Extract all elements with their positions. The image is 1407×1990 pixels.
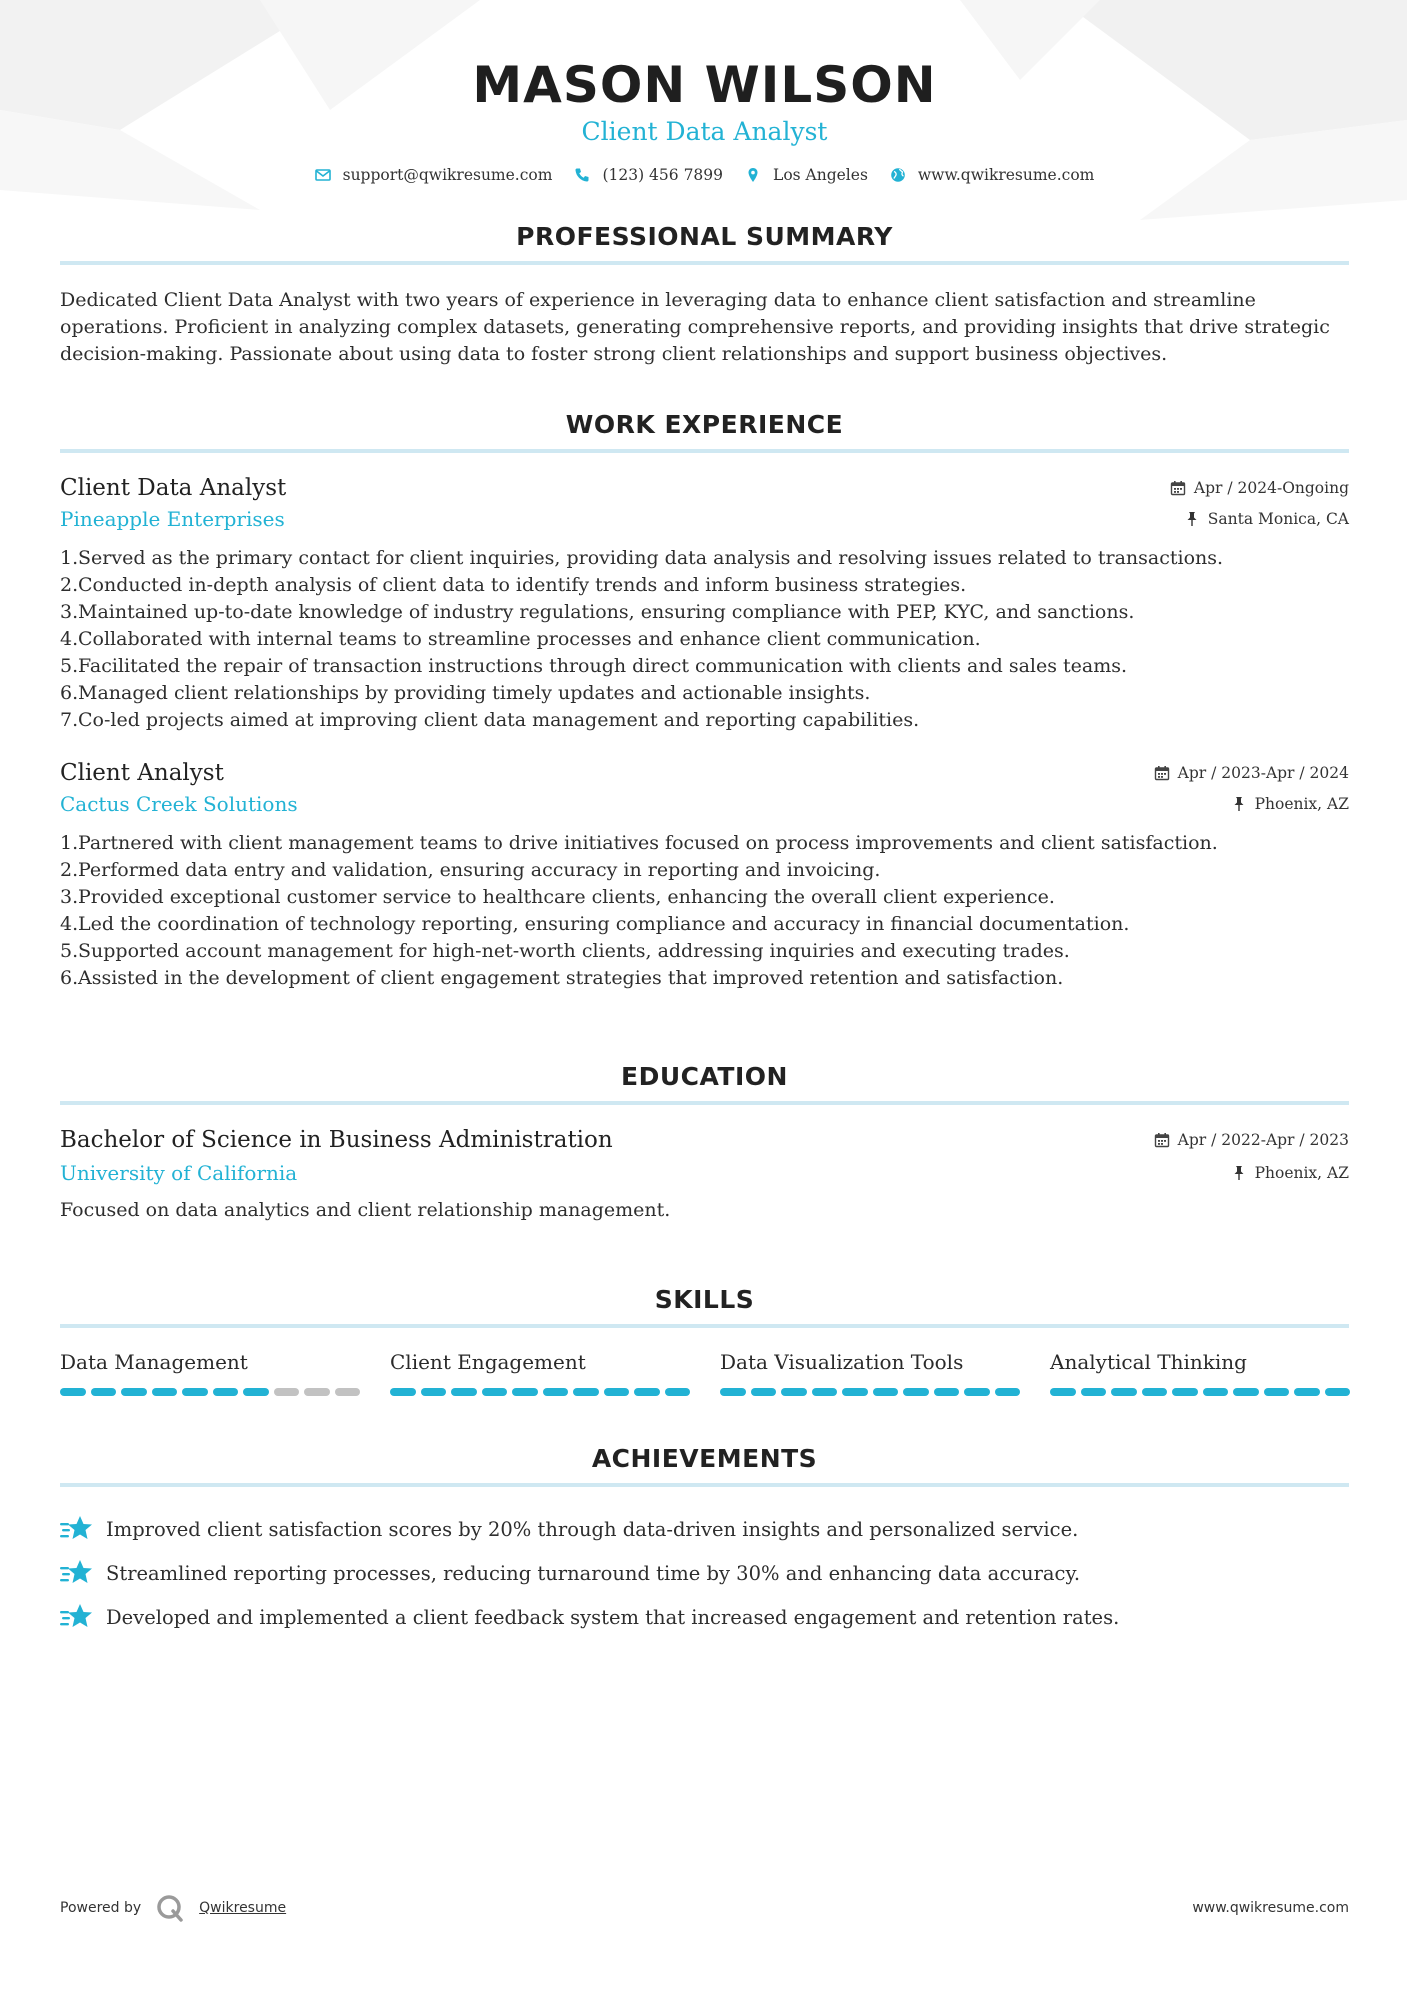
pushpin-icon	[1231, 796, 1247, 812]
skill-level-segment	[390, 1388, 416, 1396]
contact-website-text: www.qwikresume.com	[917, 166, 1095, 184]
skill-level-segment	[152, 1388, 178, 1396]
skill-level-segment	[512, 1388, 538, 1396]
skill-level-segment	[573, 1388, 599, 1396]
achievements-list	[60, 1507, 1349, 1639]
contact-email-text: support@qwikresume.com	[342, 166, 553, 184]
list-item: 3. Maintained up-to-date knowledge of industry regulations, ensuring compliance with PEP, KYC, and sanctions.	[60, 601, 1135, 623]
skill-level-segment	[1050, 1388, 1076, 1396]
shooting-star-icon	[60, 1558, 94, 1588]
candidate-name: MASON WILSON	[472, 56, 937, 114]
list-item: 3. Provided exceptional customer service to healthcare clients, enhancing the overall client experience.	[60, 886, 1055, 908]
skill-level-segment	[243, 1388, 269, 1396]
powered-by-label: Powered by	[60, 1900, 142, 1916]
skills-section	[60, 1285, 1349, 1396]
skill-level-bar	[1050, 1388, 1350, 1396]
skill-name: Data Visualization Tools	[720, 1350, 964, 1374]
skill-level-segment	[964, 1388, 990, 1396]
skill-level-segment	[604, 1388, 630, 1396]
skill-level-segment	[274, 1388, 300, 1396]
skills-heading: SKILLS	[654, 1285, 755, 1314]
skill-level-segment	[482, 1388, 508, 1396]
list-item: 1. Partnered with client management teams to drive initiatives focused on process improvements and client satisfaction.	[60, 832, 1218, 854]
contact-website[interactable]	[890, 166, 1094, 184]
list-item: 2. Performed data entry and validation, ensuring accuracy in reporting and invoicing.	[60, 859, 881, 881]
pushpin-icon	[1231, 1165, 1247, 1181]
list-item: 2. Conducted in-depth analysis of client data to identify trends and inform business strategies.	[60, 574, 967, 596]
skill-level-segment	[1172, 1388, 1198, 1396]
skill-name: Client Engagement	[390, 1350, 586, 1374]
section-divider	[60, 449, 1349, 453]
powered-by	[60, 1893, 286, 1923]
skill-level-segment	[543, 1388, 569, 1396]
education-dates: Apr / 2022-Apr / 2023	[1154, 1131, 1349, 1149]
job-location: Phoenix, AZ	[1231, 795, 1349, 813]
skill-name: Data Management	[60, 1350, 248, 1374]
skill-level-segment	[751, 1388, 777, 1396]
contact-email[interactable]	[315, 166, 553, 184]
skill-level-segment	[812, 1388, 838, 1396]
skill-level-segment	[421, 1388, 447, 1396]
skill-level-segment	[121, 1388, 147, 1396]
job-title: Client Data Analyst	[60, 475, 287, 501]
calendar-icon	[1170, 480, 1186, 496]
achievement-text: Improved client satisfaction scores by 20% through data-driven insights and personalized service.	[106, 1517, 1079, 1541]
skill-level-segment	[335, 1388, 361, 1396]
skill-item	[720, 1350, 1020, 1396]
envelope-icon	[315, 167, 331, 183]
skill-level-bar	[390, 1388, 690, 1396]
section-divider	[60, 261, 1349, 265]
skill-level-segment	[1142, 1388, 1168, 1396]
skills-row	[60, 1350, 1349, 1396]
education-heading: EDUCATION	[621, 1062, 788, 1091]
footer-website[interactable]: www.qwikresume.com	[1192, 1900, 1349, 1916]
list-item: 4. Collaborated with internal teams to streamline processes and enhance client communication.	[60, 628, 981, 650]
education-section	[60, 1062, 1349, 1221]
achievement-text: Developed and implemented a client feedback system that increased engagement and retention rates.	[106, 1605, 1120, 1629]
skill-level-segment	[60, 1388, 86, 1396]
resume-page	[60, 0, 1349, 1639]
job-location: Santa Monica, CA	[1184, 510, 1349, 528]
candidate-title: Client Data Analyst	[581, 117, 828, 146]
resume-header	[60, 0, 1349, 184]
experience-section	[60, 410, 1349, 992]
skill-level-segment	[842, 1388, 868, 1396]
job-bullets	[60, 545, 1349, 734]
skill-level-segment	[720, 1388, 746, 1396]
skill-level-segment	[1203, 1388, 1229, 1396]
skill-level-segment	[1081, 1388, 1107, 1396]
skill-level-segment	[665, 1388, 691, 1396]
summary-section	[60, 222, 1349, 368]
degree-title: Bachelor of Science in Business Administration	[60, 1127, 613, 1153]
skill-level-segment	[995, 1388, 1021, 1396]
list-item: 4. Led the coordination of technology reporting, ensuring compliance and accuracy in financial documentation.	[60, 913, 1130, 935]
contact-location-text: Los Angeles	[773, 166, 868, 184]
skill-level-segment	[934, 1388, 960, 1396]
job-entry	[60, 475, 1349, 734]
page-footer	[60, 1893, 1349, 1923]
contact-bar	[60, 166, 1349, 184]
qwikresume-link[interactable]: Qwikresume	[199, 1900, 287, 1916]
shooting-star-icon	[60, 1602, 94, 1632]
section-divider	[60, 1483, 1349, 1487]
skill-level-bar	[60, 1388, 360, 1396]
job-bullets	[60, 830, 1349, 992]
calendar-icon	[1154, 1132, 1170, 1148]
pushpin-icon	[1184, 511, 1200, 527]
list-item: 5. Supported account management for high-net-worth clients, addressing inquiries and executing trades.	[60, 940, 1070, 962]
achievement-item	[60, 1551, 1349, 1595]
skill-level-segment	[1325, 1388, 1351, 1396]
skill-level-segment	[1264, 1388, 1290, 1396]
skill-level-segment	[213, 1388, 239, 1396]
skill-level-segment	[1111, 1388, 1137, 1396]
skill-level-segment	[451, 1388, 477, 1396]
experience-heading: WORK EXPERIENCE	[565, 410, 844, 439]
contact-phone-text: (123) 456 7899	[602, 166, 724, 184]
skill-item	[1050, 1350, 1350, 1396]
list-item: 6. Managed client relationships by providing timely updates and actionable insights.	[60, 682, 871, 704]
school-name: University of California	[60, 1161, 298, 1185]
skill-level-segment	[1294, 1388, 1320, 1396]
achievement-text: Streamlined reporting processes, reducing turnaround time by 30% and enhancing data accuracy.	[106, 1561, 1081, 1585]
achievements-section	[60, 1444, 1349, 1639]
summary-heading: PROFESSIONAL SUMMARY	[516, 222, 893, 251]
skill-level-segment	[1233, 1388, 1259, 1396]
skill-level-segment	[903, 1388, 929, 1396]
list-item: 5. Facilitated the repair of transaction instructions through direct communication with clients and sales teams.	[60, 655, 1128, 677]
skill-item	[390, 1350, 690, 1396]
list-item: 6. Assisted in the development of client engagement strategies that improved retention and satisfaction.	[60, 967, 1064, 989]
section-divider	[60, 1324, 1349, 1328]
company-name: Cactus Creek Solutions	[60, 792, 298, 816]
phone-icon	[574, 167, 590, 183]
list-item: 7. Co-led projects aimed at improving client data management and reporting capabilities.	[60, 709, 920, 731]
job-title: Client Analyst	[60, 760, 224, 786]
achievement-item	[60, 1507, 1349, 1551]
skill-level-segment	[781, 1388, 807, 1396]
skill-level-segment	[634, 1388, 660, 1396]
education-description: Focused on data analytics and client relationship management.	[60, 1199, 671, 1221]
shooting-star-icon	[60, 1514, 94, 1544]
section-divider	[60, 1101, 1349, 1105]
globe-icon	[890, 167, 906, 183]
skill-item	[60, 1350, 360, 1396]
skill-level-segment	[91, 1388, 117, 1396]
achievements-heading: ACHIEVEMENTS	[591, 1444, 818, 1473]
company-name: Pineapple Enterprises	[60, 507, 285, 531]
skill-level-segment	[182, 1388, 208, 1396]
calendar-icon	[1154, 765, 1170, 781]
skill-level-segment	[873, 1388, 899, 1396]
skill-level-bar	[720, 1388, 1020, 1396]
job-dates: Apr / 2024-Ongoing	[1170, 479, 1349, 497]
job-dates: Apr / 2023-Apr / 2024	[1154, 764, 1349, 782]
achievement-item	[60, 1595, 1349, 1639]
education-location: Phoenix, AZ	[1231, 1164, 1349, 1182]
qwikresume-logo-icon	[155, 1893, 185, 1923]
map-pin-icon	[745, 167, 761, 183]
contact-location	[745, 166, 868, 184]
summary-text: Dedicated Client Data Analyst with two years of experience in leveraging data to enhance client satisfaction and streamline operations. Proficient in analyzing complex datasets, generating comprehensive reports, and providing insights that drive strategic decision-making. Passionate about using data to foster strong client relationships and support business objectives.	[60, 289, 1330, 365]
list-item: 1. Served as the primary contact for client inquiries, providing data analysis and resolving issues related to transactions.	[60, 547, 1224, 569]
job-entry	[60, 760, 1349, 992]
skill-name: Analytical Thinking	[1050, 1350, 1247, 1374]
contact-phone[interactable]	[574, 166, 723, 184]
skill-level-segment	[304, 1388, 330, 1396]
